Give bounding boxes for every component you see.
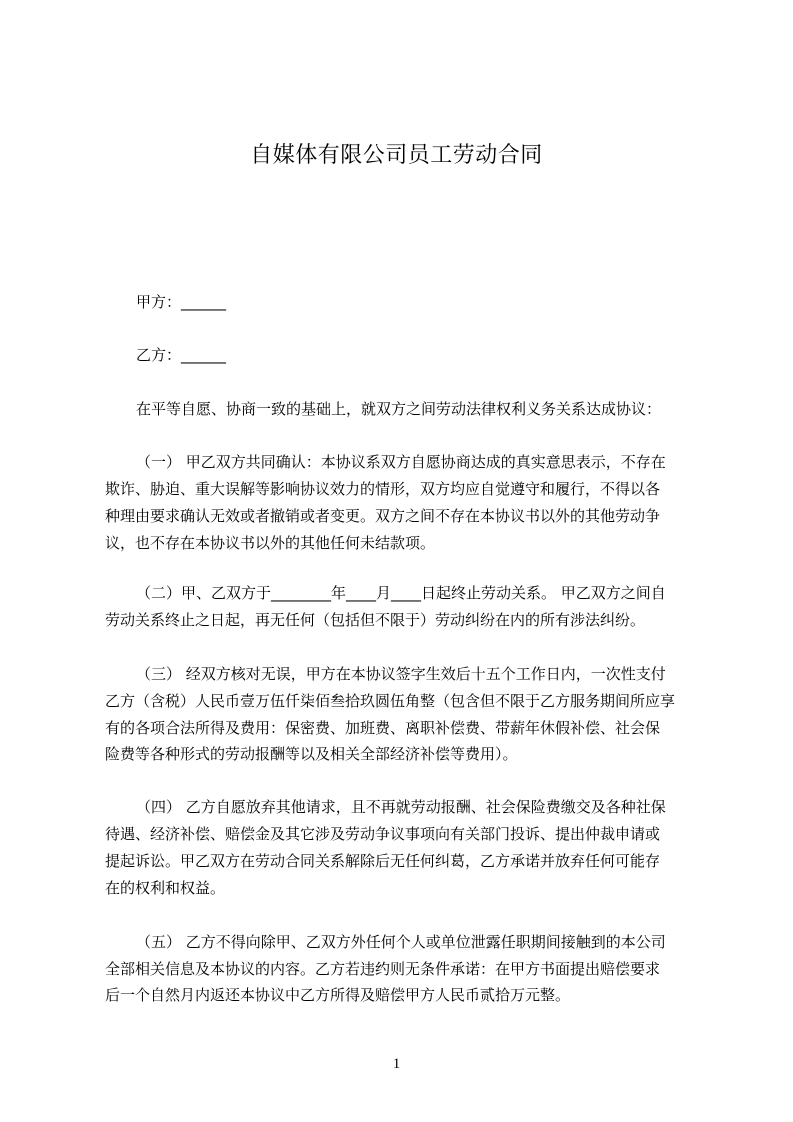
clause-1-line: 议，也不存在本协议书以外的其他任何未结款项。 bbox=[105, 534, 436, 552]
document-title: 自媒体有限公司员工劳动合同 bbox=[250, 143, 543, 168]
clause-2-line: 劳动关系终止之日起，再无任何（包括但不限于）劳动纠纷在内的所有涉法纠纷。 bbox=[105, 611, 646, 629]
party-b-line: 乙方：______ bbox=[136, 346, 227, 364]
clause-1-line: 种理由要求确认无效或者撤销或者变更。双方之间不存在本协议书以外的其他劳动争 bbox=[105, 507, 661, 525]
clause-4-line: 在的权利和权益。 bbox=[105, 879, 226, 897]
clause-3-line: 乙方（含税）人民币壹万伍仟柒佰叁拾玖圆伍角整（包含但不限于乙方服务期间所应享 bbox=[105, 692, 676, 710]
clause-1-line: 欺诈、胁迫、重大误解等影响协议效力的情形，双方均应自觉遵守和履行，不得以各 bbox=[105, 480, 661, 498]
clause-3-line: 险费等各种形式的劳动报酬等以及相关全部经济补偿等费用）。 bbox=[105, 745, 518, 763]
clause-2-line: （二）甲、乙双方于________年____月____日起终止劳动关系。 甲乙双方之间自 bbox=[136, 584, 666, 602]
clause-1-line: （一） 甲乙双方共同确认：本协议系双方自愿协商达成的真实意思表示，不存在 bbox=[136, 453, 666, 471]
page-number: 1 bbox=[392, 1056, 401, 1072]
clause-4-line: 待遇、经济补偿、赔偿金及其它涉及劳动争议事项向有关部门投诉、提出仲裁申请或 bbox=[105, 825, 661, 843]
clause-4-line: （四） 乙方自愿放弃其他请求，且不再就劳动报酬、社会保险费缴交及各种社保 bbox=[136, 798, 666, 816]
clause-5-line: 全部相关信息及本协议的内容。乙方若违约则无条件承诺：在甲方书面提出赔偿要求 bbox=[105, 960, 661, 978]
clause-5-line: 后一个自然月内返还本协议中乙方所得及赔偿甲方人民币贰拾万元整。 bbox=[105, 986, 571, 1004]
preamble: 在平等自愿、协商一致的基础上，就双方之间劳动法律权利义务关系达成协议： bbox=[136, 400, 662, 418]
clause-3-line: （三） 经双方核对无误，甲方在本协议签字生效后十五个工作日内，一次性支付 bbox=[136, 665, 666, 683]
party-a-line: 甲方：______ bbox=[136, 293, 227, 311]
clause-5-line: （五） 乙方不得向除甲、乙双方外任何个人或单位泄露任职期间接触到的本公司 bbox=[136, 933, 666, 951]
clause-3-line: 有的各项合法所得及费用：保密费、加班费、离职补偿费、带薪年休假补偿、社会保 bbox=[105, 719, 661, 737]
clause-4-line: 提起诉讼。甲乙双方在劳动合同关系解除后无任何纠葛，乙方承诺并放弃任何可能存 bbox=[105, 852, 661, 870]
